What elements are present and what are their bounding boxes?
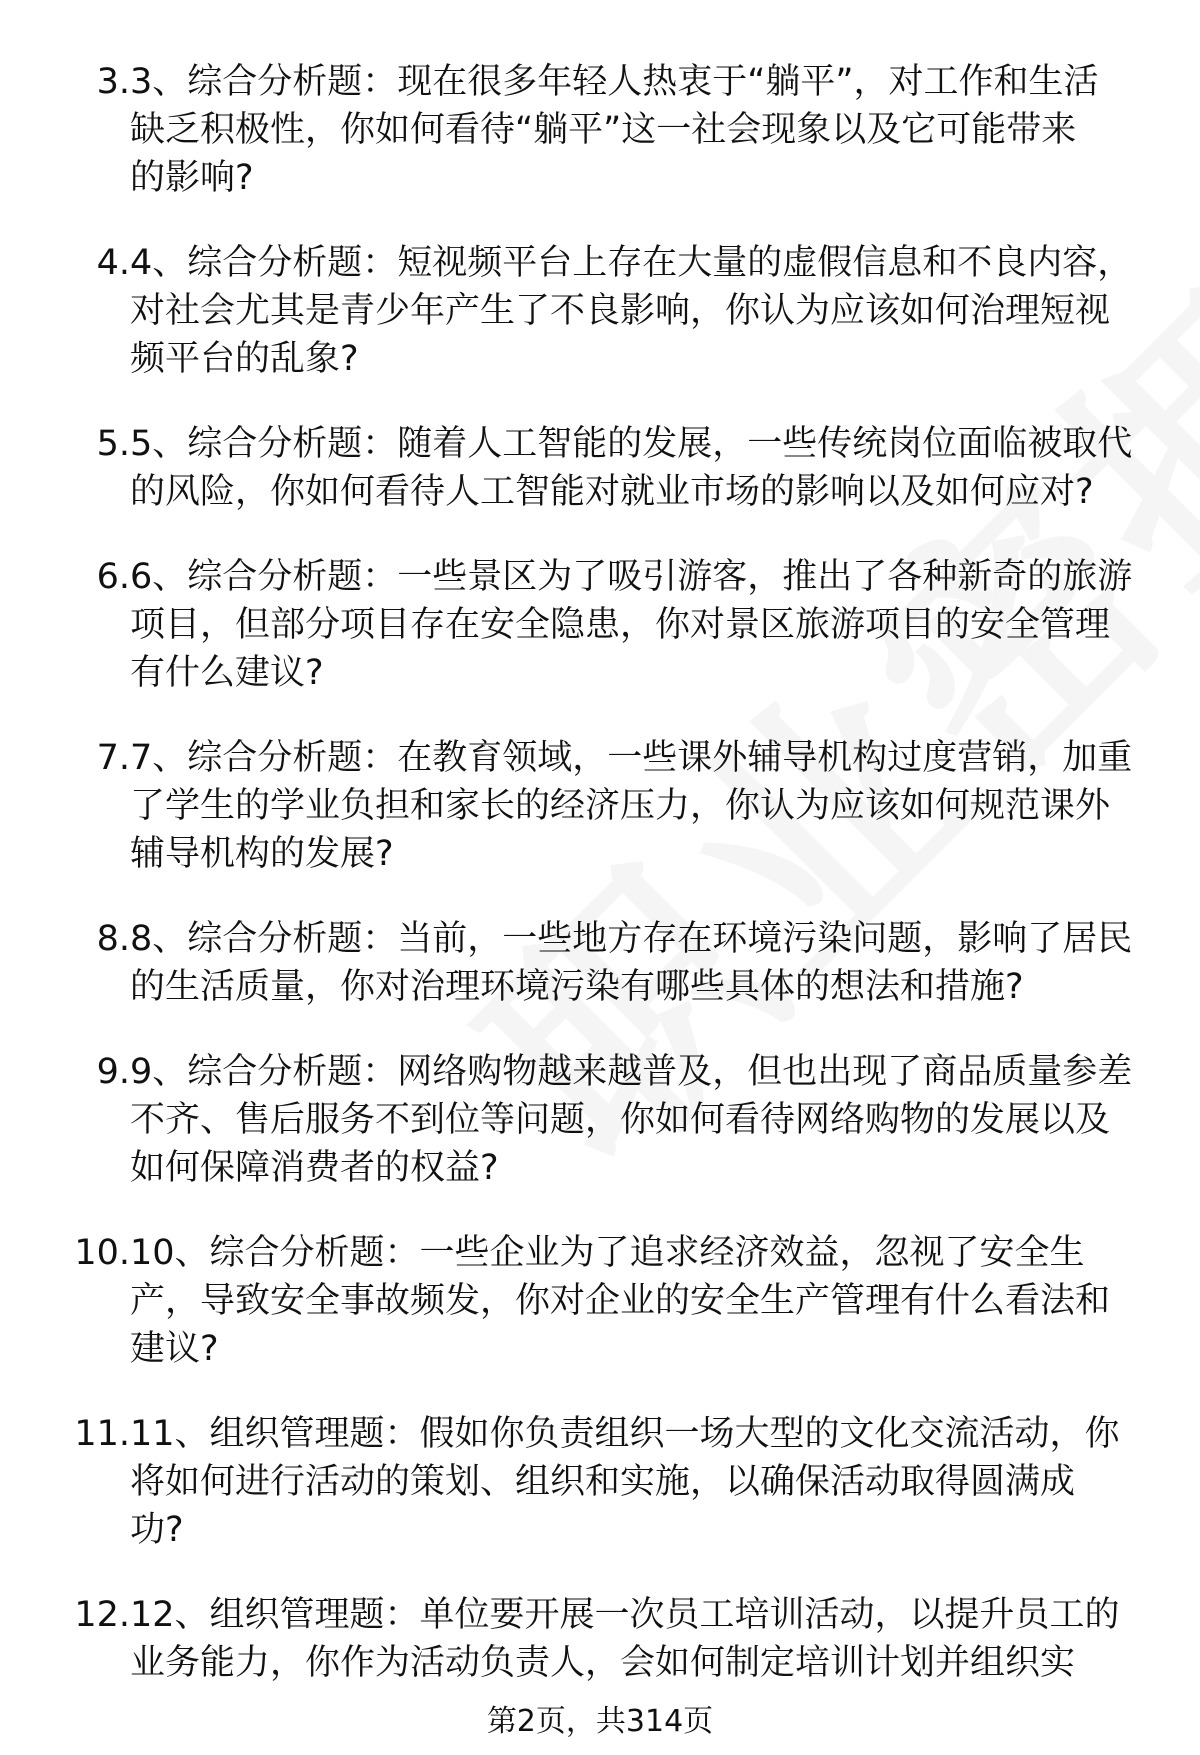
question-number: 11. xyxy=(74,1414,130,1454)
question-text: 10、综合分析题：一些企业为了追求经济效益，忽视了安全生 产，导致安全事故频发，你对企业的安全生产管理有什么看法和 建议? xyxy=(130,1233,1111,1369)
question-text: 9、综合分析题：网络购物越来越普及，但也出现了商品质量参差 不齐、售后服务不到位等问题，你如何看待网络购物的发展以及 如何保障消费者的权益? xyxy=(130,1052,1133,1188)
question-number: 9. xyxy=(96,1052,130,1092)
question-item-10 xyxy=(0,1229,1200,1373)
question-text: 11、组织管理题：假如你负责组织一场大型的文化交流活动，你 将如何进行活动的策划、组织和实施，以确保活动取得圆满成 功? xyxy=(130,1414,1120,1550)
question-text: 4、综合分析题：短视频平台上存在大量的虚假信息和不良内容， 对社会尤其是青少年产生了不良影响，你认为应该如何治理短视 频平台的乱象? xyxy=(130,243,1133,379)
question-item-7 xyxy=(0,734,1200,878)
question-text: 3、综合分析题：现在很多年轻人热衷于“躺平”，对工作和生活 缺乏积极性，你如何看待“躺平”这一社会现象以及它可能带来 的影响? xyxy=(130,62,1099,198)
question-item-11 xyxy=(0,1410,1200,1554)
question-item-8 xyxy=(0,915,1200,1011)
question-text: 8、综合分析题：当前，一些地方存在环境污染问题，影响了居民 的生活质量，你对治理环境污染有哪些具体的想法和措施? xyxy=(130,919,1133,1007)
question-number: 7. xyxy=(96,738,130,778)
question-number: 8. xyxy=(96,919,130,959)
question-item-5 xyxy=(0,420,1200,516)
question-text: 5、综合分析题：随着人工智能的发展，一些传统岗位面临被取代 的风险，你如何看待人工智能对就业市场的影响以及如何应对? xyxy=(130,424,1133,512)
question-number: 3. xyxy=(96,62,130,102)
question-item-12 xyxy=(0,1591,1200,1687)
question-item-3 xyxy=(0,58,1200,202)
question-number: 10. xyxy=(74,1233,130,1273)
question-number: 4. xyxy=(96,243,130,283)
question-number: 6. xyxy=(96,557,130,597)
question-text: 12、组织管理题：单位要开展一次员工培训活动，以提升员工的 业务能力，你作为活动负责人，会如何制定培训计划并组织实 xyxy=(130,1595,1120,1683)
question-text: 7、综合分析题：在教育领域，一些课外辅导机构过度营销，加重 了学生的学业负担和家长的经济压力，你认为应该如何规范课外 辅导机构的发展? xyxy=(130,738,1133,874)
question-item-9 xyxy=(0,1048,1200,1192)
page-footer xyxy=(0,1702,1200,1742)
question-item-6 xyxy=(0,553,1200,697)
question-list xyxy=(0,58,1200,1724)
question-text: 6、综合分析题：一些景区为了吸引游客，推出了各种新奇的旅游 项目，但部分项目存在安全隐患，你对景区旅游项目的安全管理 有什么建议? xyxy=(130,557,1133,693)
question-number: 5. xyxy=(96,424,130,464)
question-number: 12. xyxy=(74,1595,130,1635)
question-item-4 xyxy=(0,239,1200,383)
page-number-label: 第2页，共314页 xyxy=(486,1704,714,1739)
